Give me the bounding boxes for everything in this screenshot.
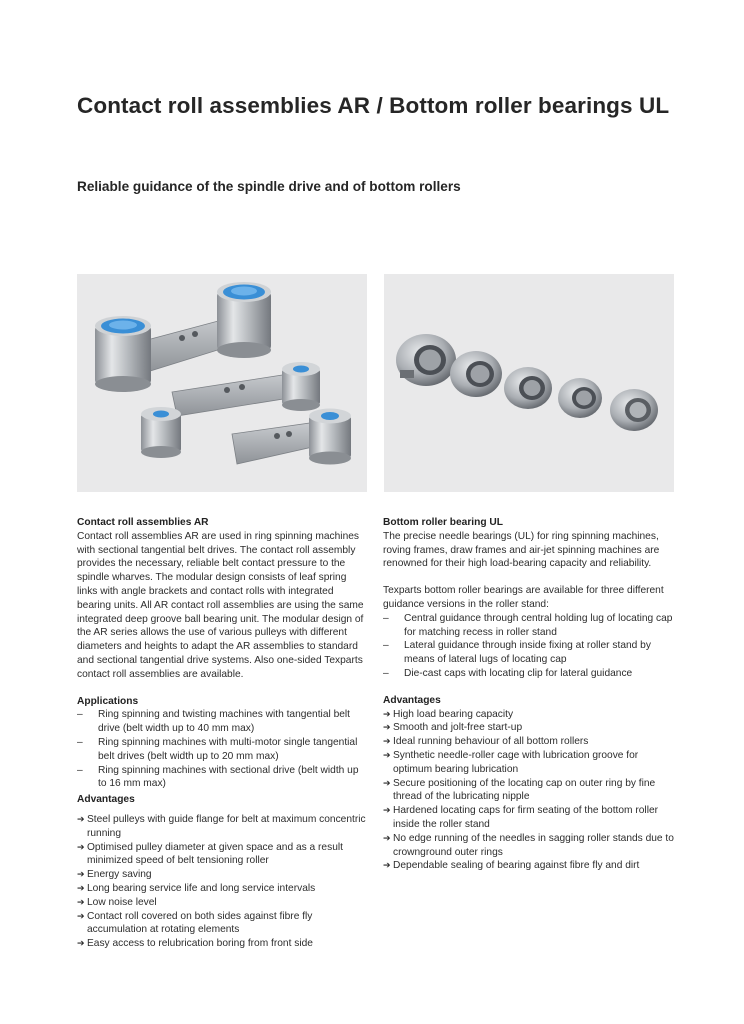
arrow-icon: ➔ — [77, 938, 85, 949]
list-item: ➔ Easy access to relubrication boring from front side — [77, 938, 313, 950]
arrow-icon: ➔ — [383, 805, 391, 816]
advantages-list-right — [383, 708, 675, 874]
list-item: ➔ Energy saving — [77, 869, 152, 881]
list-item: ➔ Steel pulleys with guide flange for belt at maximum concentric running — [77, 813, 366, 839]
arrow-icon: ➔ — [383, 736, 391, 747]
list-item: ➔ Smooth and jolt-free start-up — [383, 722, 523, 734]
list-item: – Ring spinning machines with multi-motor single tangential belt drives (belt width up to 20 mm max) — [77, 736, 358, 762]
arrow-icon: ➔ — [383, 722, 391, 733]
bottom-roller-intro: The precise needle bearings (UL) for ring spinning machines, roving frames, draw frames and air-jet spinning machines are renowned for their high load-bearing capacity and reliability. — [383, 530, 660, 570]
contact-roll-assemblies-photo — [77, 274, 367, 492]
arrow-icon: ➔ — [383, 860, 391, 871]
page-subtitle: Reliable guidance of the spindle drive and of bottom rollers — [77, 179, 461, 194]
section-heading-bottom-roller: Bottom roller bearing UL — [383, 517, 503, 528]
list-item: – Central guidance through central holding lug of locating cap for matching recess in roller stand — [383, 612, 673, 638]
applications-list — [77, 708, 369, 791]
applications-heading: Applications — [77, 695, 139, 707]
list-item: ➔ Ideal running behaviour of all bottom rollers — [383, 736, 589, 748]
list-item: – Ring spinning and twisting machines with tangential belt drive (belt width up to 40 mm max) — [77, 709, 351, 735]
list-item: ➔ High load bearing capacity — [383, 708, 514, 720]
list-item: ➔ No edge running of the needles in sagging roller stands due to crownground outer rings — [383, 832, 674, 858]
arrow-icon: ➔ — [77, 896, 85, 907]
page-title: Contact roll assemblies AR / Bottom roller bearings UL — [77, 93, 670, 118]
list-item: – Die-cast caps with locating clip for lateral guidance — [383, 667, 633, 679]
advantages-heading-left: Advantages — [77, 794, 135, 806]
list-item: ➔ Dependable sealing of bearing against fibre fly and dirt — [383, 860, 640, 872]
arrow-icon: ➔ — [77, 841, 85, 852]
arrow-icon: ➔ — [77, 869, 85, 880]
list-item: ➔ Long bearing service life and long service intervals — [77, 882, 316, 894]
arrow-icon: ➔ — [383, 777, 391, 788]
arrow-icon: ➔ — [383, 832, 391, 843]
list-item: – Lateral guidance through inside fixing at roller stand by means of lateral lugs of locating cap — [383, 640, 651, 666]
contact-roll-section — [77, 516, 369, 951]
list-item: ➔ Contact roll covered on both sides against fibre fly accumulation at rotating elements — [77, 910, 313, 936]
guidance-versions-intro: Texparts bottom roller bearings are available for three different guidance versions in the roller stand: — [383, 585, 664, 610]
list-item: ➔ Secure positioning of the locating cap on outer ring by fine thread of the lubricating nipple — [383, 777, 656, 803]
advantages-list-left — [77, 813, 369, 951]
advantages-heading-right: Advantages — [383, 694, 441, 706]
list-item: ➔ Optimised pulley diameter at given space and as a result minimized speed of belt tensioning roller — [77, 841, 343, 867]
list-item: ➔ Hardened locating caps for firm seating of the bottom roller inside the roller stand — [383, 805, 659, 830]
bottom-roller-section — [383, 516, 675, 873]
list-item: – Ring spinning machines with sectional drive (belt width up to 16 mm max) — [77, 764, 359, 790]
arrow-icon: ➔ — [383, 708, 391, 719]
list-item: ➔ Synthetic needle-roller cage with lubrication groove for optimum bearing lubrication — [383, 749, 639, 775]
arrow-icon: ➔ — [77, 910, 85, 921]
bottom-roller-bearings-photo — [384, 274, 674, 492]
contact-roll-intro: Contact roll assemblies AR are used in ring spinning machines with sectional tangential belt drives. The contact roll assembly provides the necessary, reliable belt contact pressure to the spindle wharves. The modular design consists of leaf spring links with angle brackets and contact rolls with integrated bearing units. All AR contact roll assemblies are using the same integrated deep groove ball bearing unit. The modular design of the AR series allows the use of various pulleys with different diameters and heights to adapt the AR assemblies to standard and sectional tangential drive systems. Also one-sided Texparts contact roll assemblies are available. — [77, 530, 364, 680]
arrow-icon: ➔ — [383, 749, 391, 760]
guidance-versions-list — [383, 612, 675, 681]
arrow-icon: ➔ — [77, 813, 85, 824]
section-heading-contact-roll: Contact roll assemblies AR — [77, 517, 209, 528]
list-item: ➔ Low noise level — [77, 896, 157, 908]
arrow-icon: ➔ — [77, 882, 85, 893]
